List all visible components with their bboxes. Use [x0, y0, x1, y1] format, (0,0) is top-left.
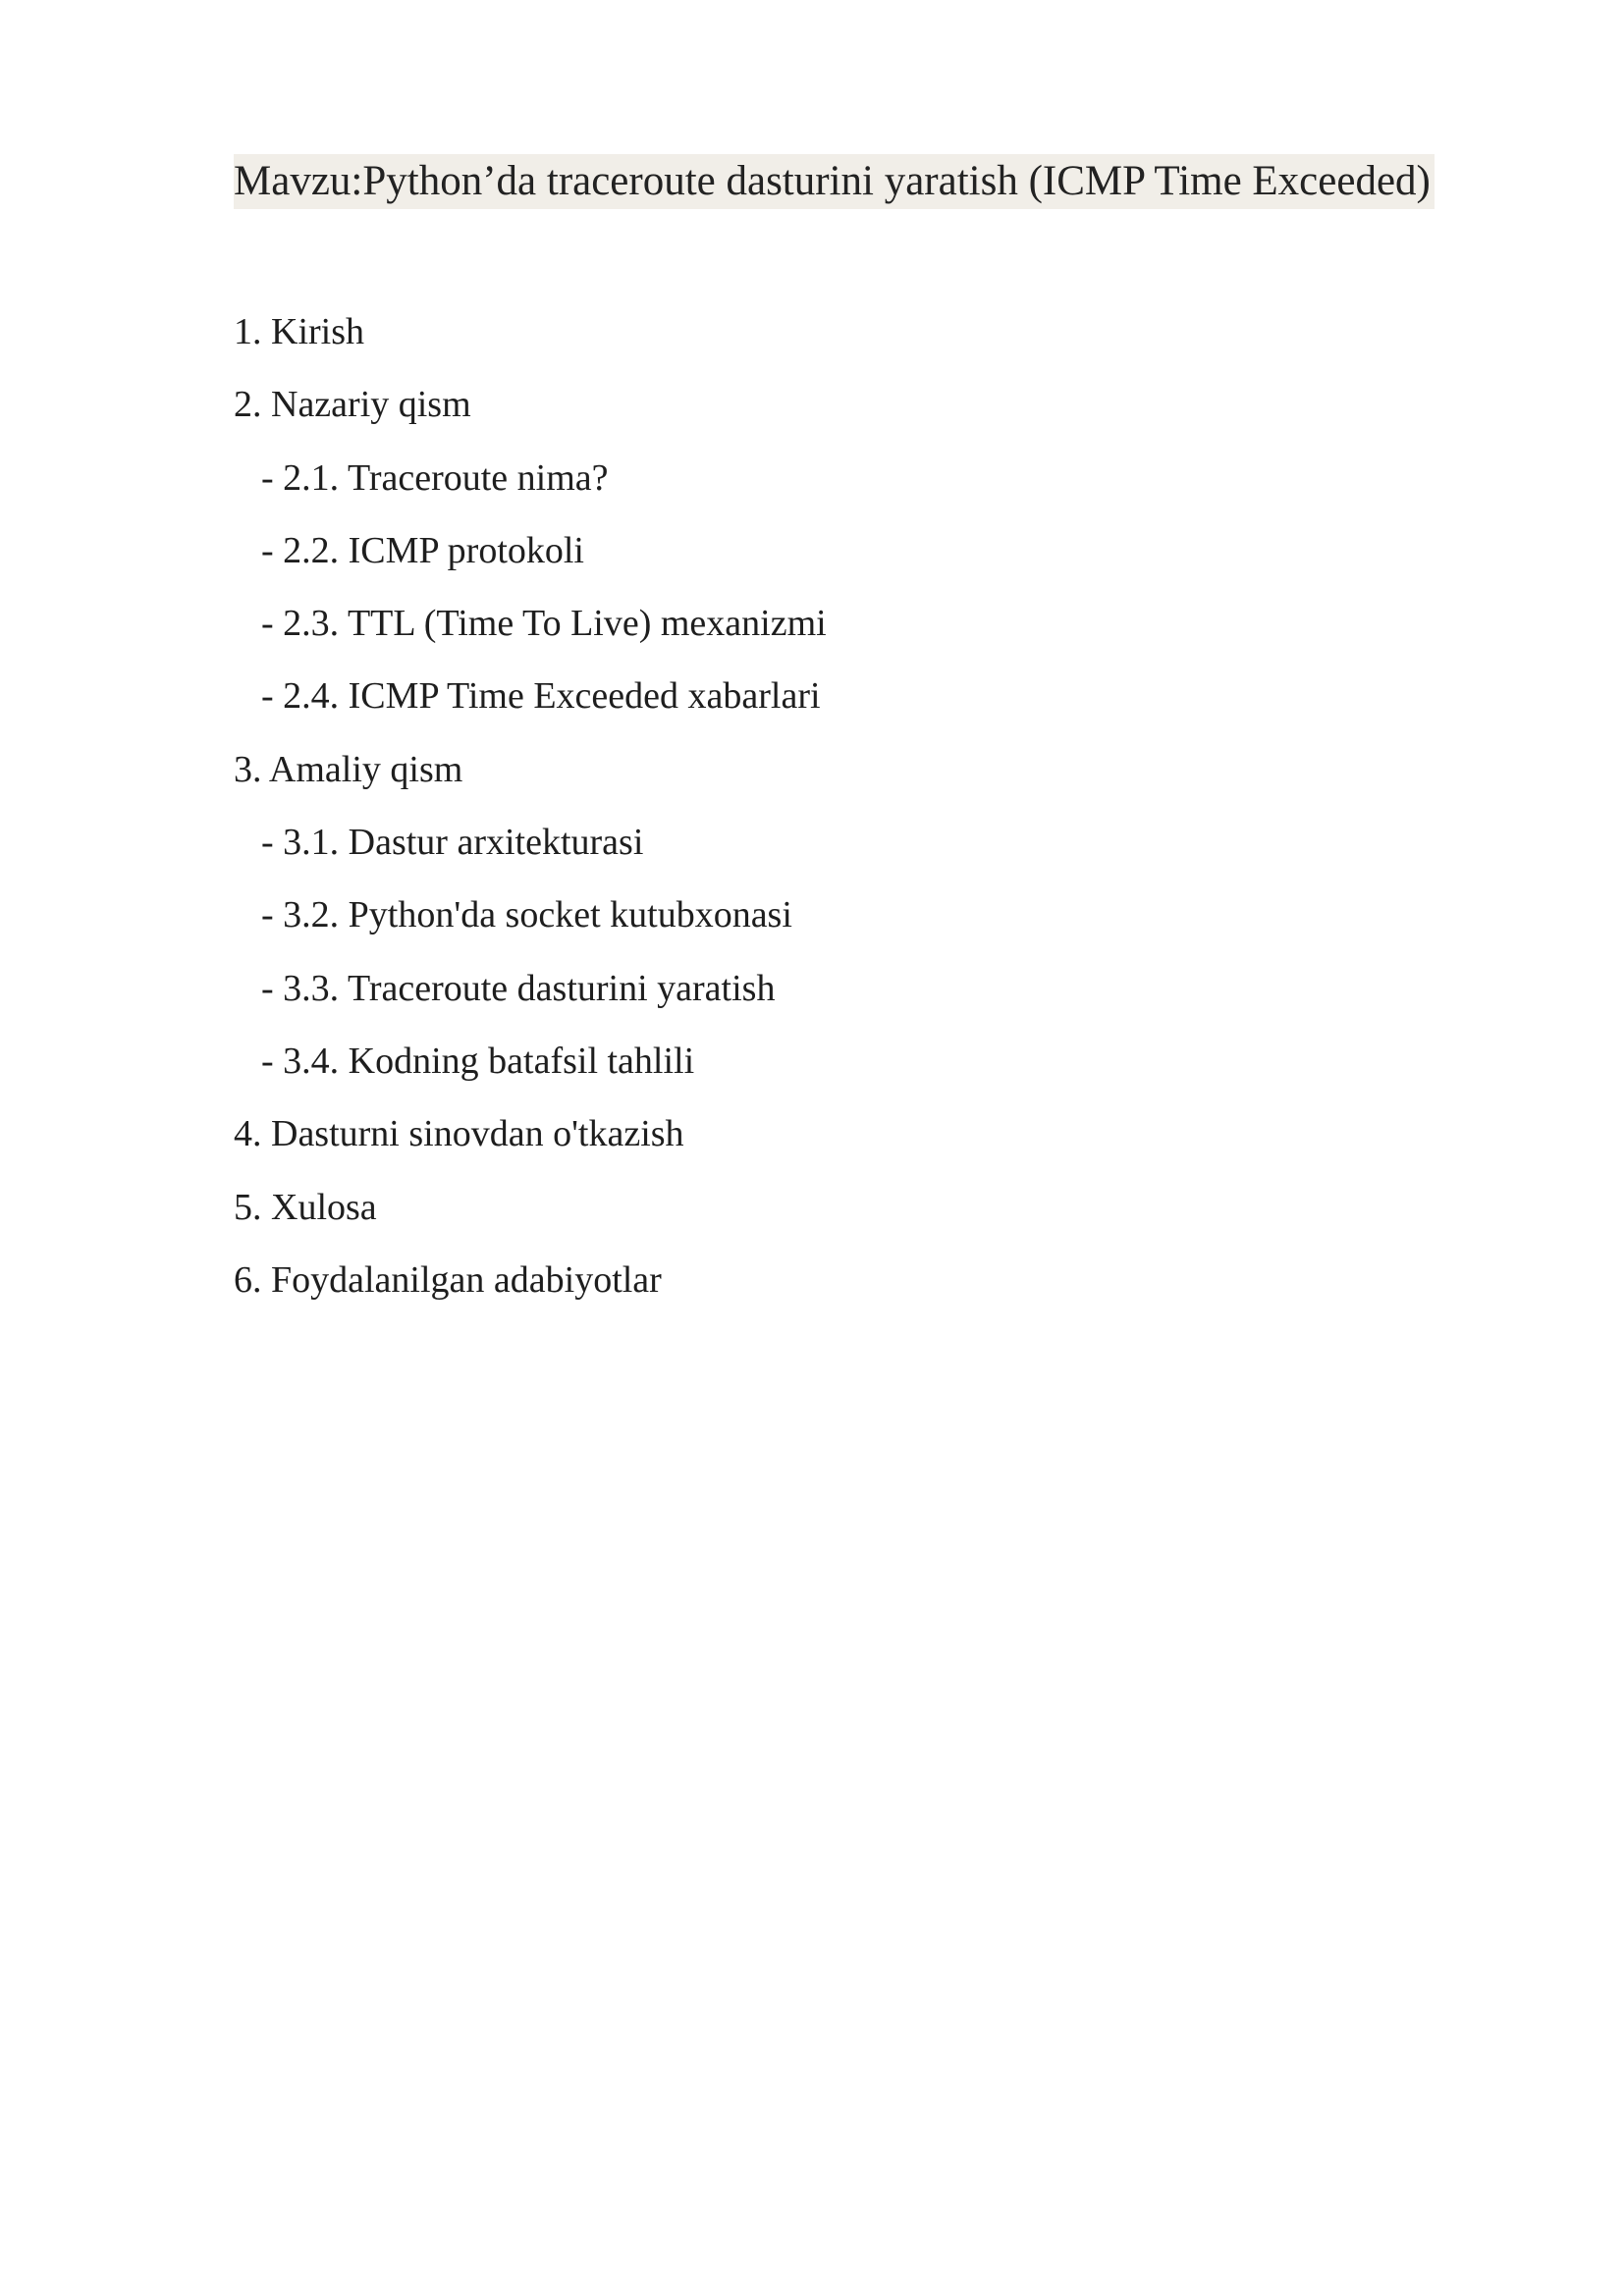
toc-subitem: - 2.2. ICMP protokoli: [261, 529, 584, 571]
toc-item: 3. Amaliy qism: [234, 748, 463, 790]
toc-subitem: - 2.1. Traceroute nima?: [261, 456, 609, 499]
toc-subitem: - 3.4. Kodning batafsil tahlili: [261, 1040, 695, 1082]
toc-item: 6. Foydalanilgan adabiyotlar: [234, 1258, 662, 1301]
toc-subitem: - 2.4. ICMP Time Exceeded xabarlari: [261, 675, 821, 718]
table-of-contents: [234, 304, 827, 1325]
toc-item: 4. Dasturni sinovdan o'tkazish: [234, 1113, 684, 1155]
toc-subitem: - 3.1. Dastur arxitekturasi: [261, 822, 644, 864]
toc-subitem: - 3.2. Python'da socket kutubxonasi: [261, 894, 792, 936]
toc-item: 2. Nazariy qism: [234, 384, 471, 426]
toc-item: 1. Kirish: [234, 311, 364, 352]
toc-subitem: - 3.3. Traceroute dasturini yaratish: [261, 967, 776, 1009]
toc-item: 5. Xulosa: [234, 1186, 377, 1228]
toc-subitem: - 2.3. TTL (Time To Live) mexanizmi: [261, 603, 827, 645]
document-title: Mavzu:Python’da traceroute dasturini yaratish (ICMP Time Exceeded): [234, 154, 1435, 209]
